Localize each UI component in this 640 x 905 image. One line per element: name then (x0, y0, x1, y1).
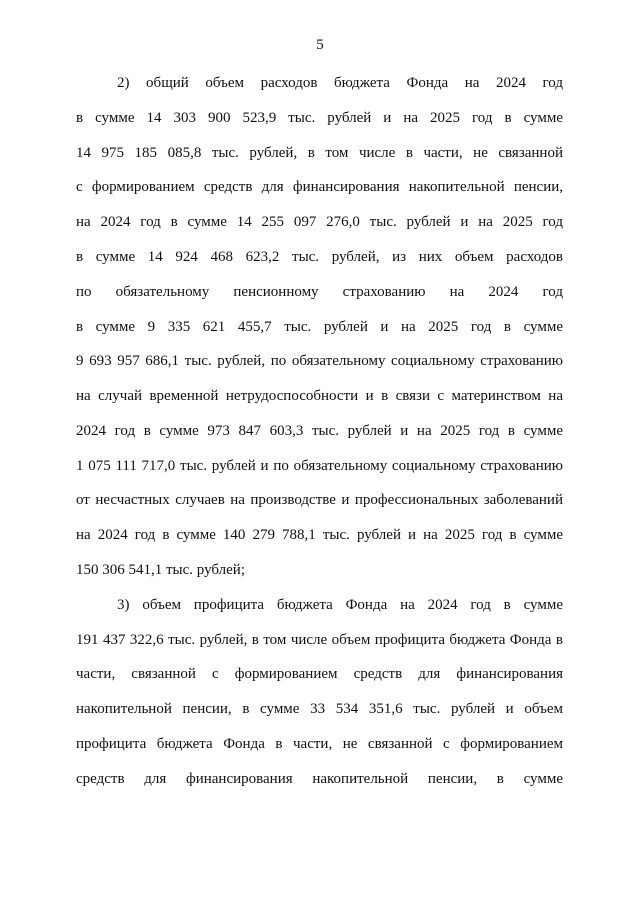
text-line: 1 075 111 717,0 тыс. рублей и по обязательному социальному страхованию (76, 458, 563, 474)
text-line: с формированием средств для финансирования накопительной пенсии, (76, 179, 563, 195)
text-line: накопительной пенсии, в сумме 33 534 351,6 тыс. рублей и объем (76, 701, 563, 717)
text-line: по обязательному пенсионному страхованию на 2024 год (76, 284, 563, 300)
text-line: 2) общий объем расходов бюджета Фонда на 2024 год (117, 75, 563, 91)
text-line: части, связанной с формированием средств для финансирования (76, 666, 563, 682)
text-line: профицита бюджета Фонда в части, не связанной с формированием (76, 736, 563, 752)
text-line: 150 306 541,1 тыс. рублей; (76, 562, 245, 578)
text-line: от несчастных случаев на производстве и профессиональных заболеваний (76, 492, 563, 508)
text-line: в сумме 14 303 900 523,9 тыс. рублей и на 2025 год в сумме (76, 110, 563, 126)
text-line: 3) объем профицита бюджета Фонда на 2024 год в сумме (117, 597, 563, 613)
text-line: 2024 год в сумме 973 847 603,3 тыс. рублей и на 2025 год в сумме (76, 423, 563, 439)
text-line: на случай временной нетрудоспособности и в связи с материнством на (76, 388, 563, 404)
text-line: в сумме 9 335 621 455,7 тыс. рублей и на 2025 год в сумме (76, 319, 563, 335)
page-number: 5 (316, 37, 324, 53)
text-line: 14 975 185 085,8 тыс. рублей, в том числе в части, не связанной (76, 145, 563, 161)
text-line: в сумме 14 924 468 623,2 тыс. рублей, из них объем расходов (76, 249, 563, 265)
text-line: средств для финансирования накопительной пенсии, в сумме (76, 771, 563, 787)
text-line: 9 693 957 686,1 тыс. рублей, по обязательному социальному страхованию (76, 353, 563, 369)
text-line: на 2024 год в сумме 14 255 097 276,0 тыс. рублей и на 2025 год (76, 214, 563, 230)
text-line: на 2024 год в сумме 140 279 788,1 тыс. рублей и на 2025 год в сумме (76, 527, 563, 543)
text-line: 191 437 322,6 тыс. рублей, в том числе объем профицита бюджета Фонда в (76, 632, 563, 648)
